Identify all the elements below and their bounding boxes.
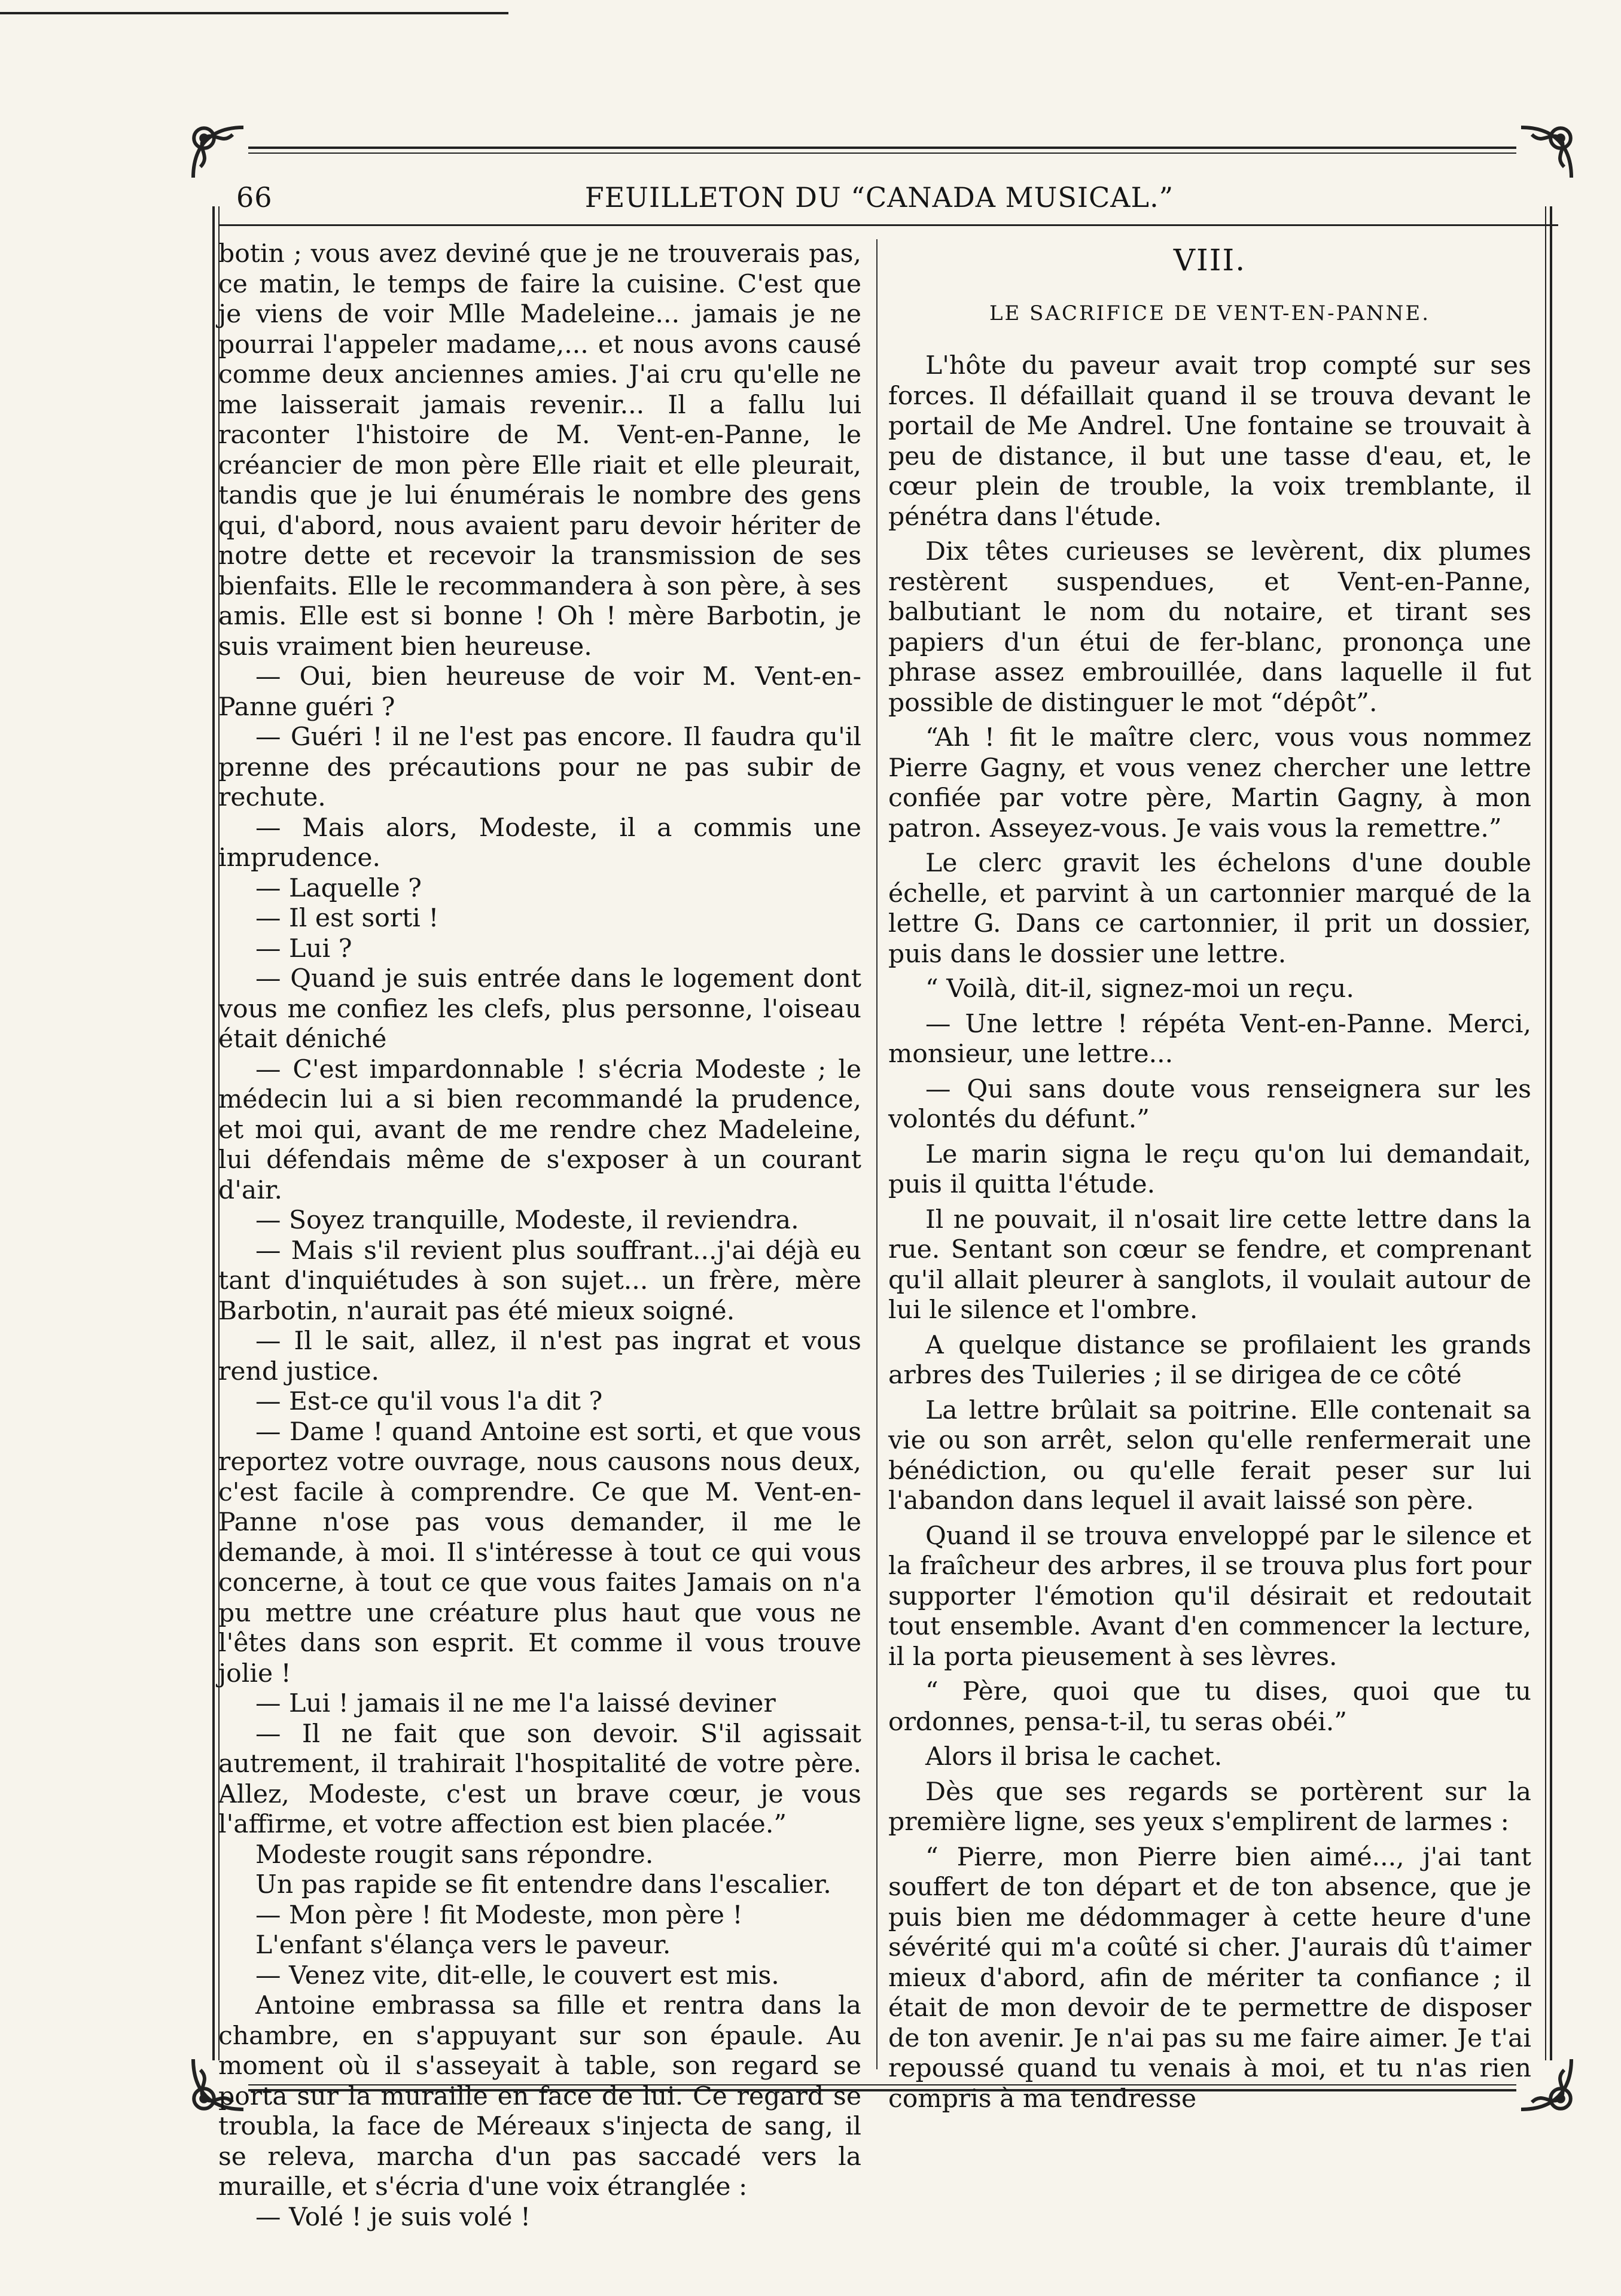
paragraph: Le marin signa le reçu qu'on lui demandait, puis il quitta l'étude. bbox=[888, 1139, 1531, 1199]
paragraph: — Lui ? bbox=[255, 934, 352, 963]
header-rule bbox=[218, 224, 1558, 226]
paragraph: — Il est sorti ! bbox=[255, 904, 439, 933]
paragraph: Dix têtes curieuses se levèrent, dix plumes restèrent suspendues, et Vent-en-Panne, balbutiant le nom du notaire, et tirant ses papiers d'un étui de fer-blanc, prononça une phrase assez embrouillée, dans laquelle il fut possible de distinguer le mot “dépôt”. bbox=[888, 537, 1531, 718]
column-divider bbox=[876, 239, 877, 2069]
paragraph: — Oui, bien heureuse de voir M. Vent-en-Panne guéri ? bbox=[218, 662, 861, 722]
paragraph: Antoine embrassa sa fille et rentra dans la chambre, en s'appuyant sur son épaule. Au moment où il s'asseyait à table, son regard se porta sur la muraille en face de lui. Ce regard se troubla, la face de Méreaux s'injecta de sang, il se releva, marcha d'un pas saccadé vers la muraille, et s'écria d'une voix étranglée : bbox=[218, 1991, 861, 2202]
paragraph: — Laquelle ? bbox=[255, 873, 422, 903]
paragraph: — Mais s'il revient plus souffrant...j'ai déjà eu tant d'inquiétudes à son sujet... un frère, mère Barbotin, n'aurait pas été mieux soigné. bbox=[218, 1236, 861, 1326]
right-column bbox=[888, 239, 1531, 2114]
paragraph: “Ah ! fit le maître clerc, vous vous nommez Pierre Gagny, et vous venez chercher une lettre confiée par votre père, Martin Gagny, à mon patron. Asseyez-vous. Je vais vous la remettre.” bbox=[888, 723, 1531, 843]
paragraph: “ Voilà, dit-il, signez-moi un reçu. bbox=[925, 974, 1354, 1004]
frame-border-top bbox=[248, 147, 1516, 154]
paragraph: — Lui ! jamais il ne me l'a laissé deviner bbox=[255, 1689, 776, 1718]
paragraph: Il ne pouvait, il n'osait lire cette lettre dans la rue. Sentant son cœur se fendre, et comprenant qu'il allait pleurer à sanglots, il voulait autour de lui le silence et l'ombre. bbox=[888, 1205, 1531, 1325]
paragraph: Modeste rougit sans répondre. bbox=[255, 1840, 654, 1870]
paragraph: — Il ne fait que son devoir. S'il agissait autrement, il trahirait l'hospitalité de votre père. Allez, Modeste, c'est un brave cœur, je vous l'affirme, et votre affection est bien placée.” bbox=[218, 1719, 861, 1839]
page-frame bbox=[182, 129, 1582, 2232]
paragraph: — Est-ce qu'il vous l'a dit ? bbox=[255, 1387, 603, 1416]
paragraph: “ Père, quoi que tu dises, quoi que tu ordonnes, pensa-t-il, tu seras obéi.” bbox=[888, 1677, 1531, 1737]
paragraph: — Volé ! je suis volé ! bbox=[255, 2202, 531, 2232]
paragraph: Quand il se trouva enveloppé par le silence et la fraîcheur des arbres, il se trouva plus fort pour supporter l'émotion qu'il désirait et redoutait tout ensemble. Avant d'en commencer la lecture, il la porta pieusement à ses lèvres. bbox=[888, 1521, 1531, 1672]
paragraph: Alors il brisa le cachet. bbox=[925, 1742, 1223, 1771]
paragraph: — Soyez tranquille, Modeste, il reviendra. bbox=[255, 1206, 799, 1235]
paragraph: L'enfant s'élança vers le paveur. bbox=[255, 1931, 671, 1960]
paragraph: Le clerc gravit les échelons d'une double échelle, et parvint à un cartonnier marqué de la lettre G. Dans ce cartonnier, il prit un dossier, puis dans le dossier une lettre. bbox=[888, 849, 1531, 969]
chapter-number: VIII. bbox=[1173, 243, 1247, 278]
paragraph: — Mais alors, Modeste, il a commis une imprudence. bbox=[218, 813, 861, 873]
paragraph: A quelque distance se profilaient les grands arbres des Tuileries ; il se dirigea de ce côté bbox=[888, 1330, 1531, 1390]
paragraph: botin ; vous avez deviné que je ne trouverais pas, ce matin, le temps de faire la cuisine. C'est que je viens de voir Mlle Madeleine... jamais je ne pourrai l'appeler madame,... et nous avons causé comme deux anciennes amies. J'ai cru qu'elle ne me laisserait jamais revenir... Il a fallu lui raconter l'histoire de M. Vent-en-Panne, le créancier de mon père Elle riait et elle pleurait, tandis que je lui énumérais le nombre des gens qui, d'abord, nous avaient paru devoir hériter de notre dette et recevoir la transmission de ses bienfaits. Elle le recommandera à son père, à ses amis. Elle est si bonne ! Oh ! mère Barbotin, je suis vraiment bien heureuse. bbox=[218, 239, 861, 661]
paragraph: La lettre brûlait sa poitrine. Elle contenait sa vie ou son arrêt, selon qu'elle renfermerait une bénédiction, ou qu'elle ferait peser sur lui l'abandon dans lequel il avait laissé son père. bbox=[888, 1395, 1531, 1516]
paragraph: Un pas rapide se fit entendre dans l'escalier. bbox=[255, 1870, 831, 1899]
paragraph: — Venez vite, dit-elle, le couvert est mis. bbox=[255, 1960, 779, 1990]
paragraph: — Il le sait, allez, il n'est pas ingrat et vous rend justice. bbox=[218, 1327, 861, 1386]
page-number: 66 bbox=[236, 181, 273, 214]
left-column bbox=[218, 239, 861, 2232]
paragraph: L'hôte du paveur avait trop compté sur ses forces. Il défaillait quand il se trouva devant le portail de Me Andrel. Une fontaine se trouvait à peu de distance, il but une tasse d'eau, et, le cœur plein de trouble, la voix tremblante, il pénétra dans l'étude. bbox=[888, 351, 1531, 532]
page-header bbox=[236, 175, 1522, 223]
top-margin-rule bbox=[0, 12, 508, 14]
paragraph: — Mon père ! fit Modeste, mon père ! bbox=[255, 1900, 743, 1930]
paragraph: — C'est impardonnable ! s'écria Modeste ; le médecin lui a si bien recommandé la prudence, et moi qui, avant de me rendre chez Madeleine, lui défendais même de s'exposer à un courant d'air. bbox=[218, 1054, 861, 1205]
chapter-title: LE SACRIFICE DE VENT-EN-PANNE. bbox=[989, 301, 1431, 325]
paragraph: — Une lettre ! répéta Vent-en-Panne. Merci, monsieur, une lettre... bbox=[888, 1009, 1531, 1069]
paragraph: “ Pierre, mon Pierre bien aimé..., j'ai tant souffert de ton départ et de ton absence, que je puis bien me dédommager à cette heure d'une sévérité qui m'a coûté si cher. J'aurais dû t'aimer mieux d'abord, afin de mériter ta confiance ; il était de mon devoir de te permettre de disposer de ton avenir. Je n'ai pas su me faire aimer. Je t'ai repoussé quand tu venais à moi, et tu n'as rien compris à ma tendresse bbox=[888, 1842, 1531, 2114]
paragraph: — Quand je suis entrée dans le logement dont vous me confiez les clefs, plus personne, l'oiseau était déniché bbox=[218, 964, 861, 1054]
paragraph: — Dame ! quand Antoine est sorti, et que vous reportez votre ouvrage, nous causons nous deux, c'est facile à comprendre. Ce que M. Vent-en-Panne n'ose pas vous demander, il me le demande, à moi. Il s'intéresse à tout ce qui vous concerne, à tout ce que vous faites Jamais on n'a pu mettre une créature plus haut que vous ne l'êtes dans son esprit. Et comme il vous trouve jolie ! bbox=[218, 1417, 861, 1688]
paragraph: — Guéri ! il ne l'est pas encore. Il faudra qu'il prenne des précautions pour ne pas subir de rechute. bbox=[218, 722, 861, 812]
running-title: FEUILLETON DU “CANADA MUSICAL.” bbox=[584, 181, 1174, 214]
paragraph: Dès que ses regards se portèrent sur la première ligne, ses yeux s'emplirent de larmes : bbox=[888, 1777, 1531, 1837]
frame-border-right bbox=[1545, 206, 1552, 2060]
paragraph: — Qui sans doute vous renseignera sur les volontés du défunt.” bbox=[888, 1074, 1531, 1134]
